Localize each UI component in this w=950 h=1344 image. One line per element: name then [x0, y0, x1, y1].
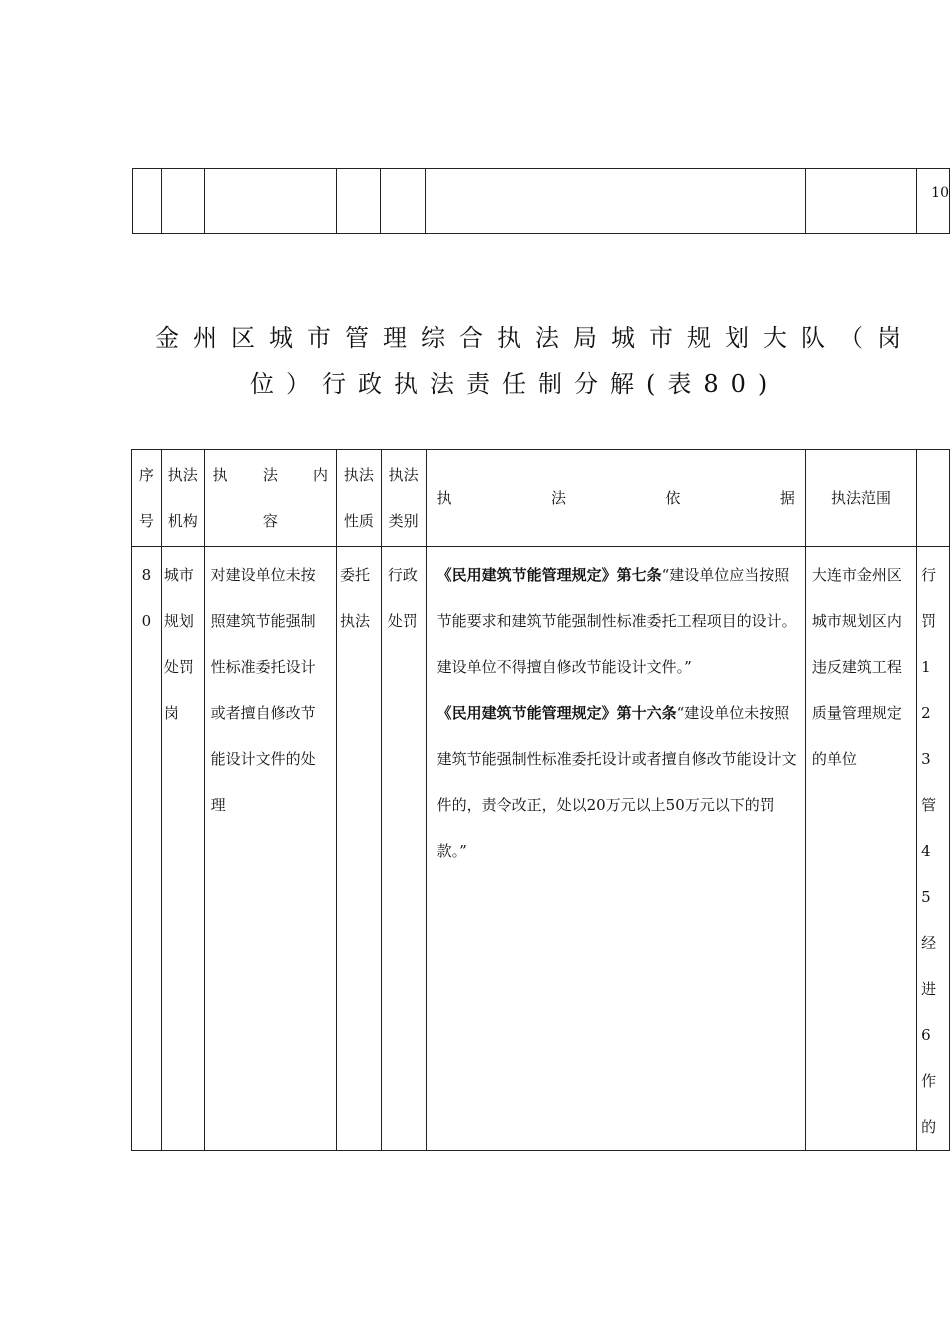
- table-cell: [381, 169, 426, 234]
- cell-basis: [426, 547, 805, 1151]
- header-scope: 执法范围: [805, 450, 916, 547]
- table-header-row: [132, 450, 950, 547]
- header-category: 执法 类别: [381, 450, 426, 547]
- cell-seq: 8 0: [132, 547, 162, 1151]
- table-row: [132, 547, 950, 1151]
- cell-category: 行政 处罚: [381, 547, 426, 1151]
- header-content: 执 法 内 容: [204, 450, 336, 547]
- header-nature: 执法 性质: [337, 450, 382, 547]
- document-title-line2: 位）行政执法责任制分解(表80): [250, 370, 780, 398]
- table-cell: [336, 169, 381, 234]
- cell-scope: 大连市金州区 城市规划区内 违反建筑工程 质量管理规定 的单位: [805, 547, 916, 1151]
- table-cell: [805, 169, 916, 234]
- cell-content: 对建设单位未按 照建筑节能强制 性标准委托设计 或者擅自修改节 能设计文件的处 理: [204, 547, 336, 1151]
- table-cell: [133, 169, 162, 234]
- responsibility-table: [131, 449, 950, 1151]
- header-seq: 序 号: [132, 450, 162, 547]
- document-title-line1: 金州区城市管理综合执法局城市规划大队（岗: [155, 324, 915, 352]
- page-number: 10: [917, 169, 950, 234]
- basis-paragraph: 建设单位不得擅自修改节能设计文件。”: [436, 658, 692, 676]
- header-org: 执法 机构: [161, 450, 204, 547]
- header-extra: [917, 450, 950, 547]
- basis-paragraph: 《民用建筑节能管理规定》第七条“建设单位应当按照节能要求和建筑节能强制性标准委托工程项目的设计。: [436, 566, 797, 630]
- table-cell: [426, 169, 806, 234]
- previous-table-fragment: [132, 168, 950, 234]
- cell-nature: 委托 执法: [337, 547, 382, 1151]
- table-cell: [161, 169, 204, 234]
- table-cell: [204, 169, 336, 234]
- cell-org: 城市 规划 处罚 岗: [161, 547, 204, 1151]
- header-basis: 执 法 依 据: [426, 450, 805, 547]
- basis-paragraph: 《民用建筑节能管理规定》第十六条“建设单位未按照建筑节能强制性标准委托设计或者擅自修改节能设计文件的，责令改正，处以20万元以上50万元以下的罚款。”: [436, 704, 797, 860]
- cell-clipped-column: 行 罚 1 2 3 管 4 5 经 进 6 作 的: [917, 547, 950, 1151]
